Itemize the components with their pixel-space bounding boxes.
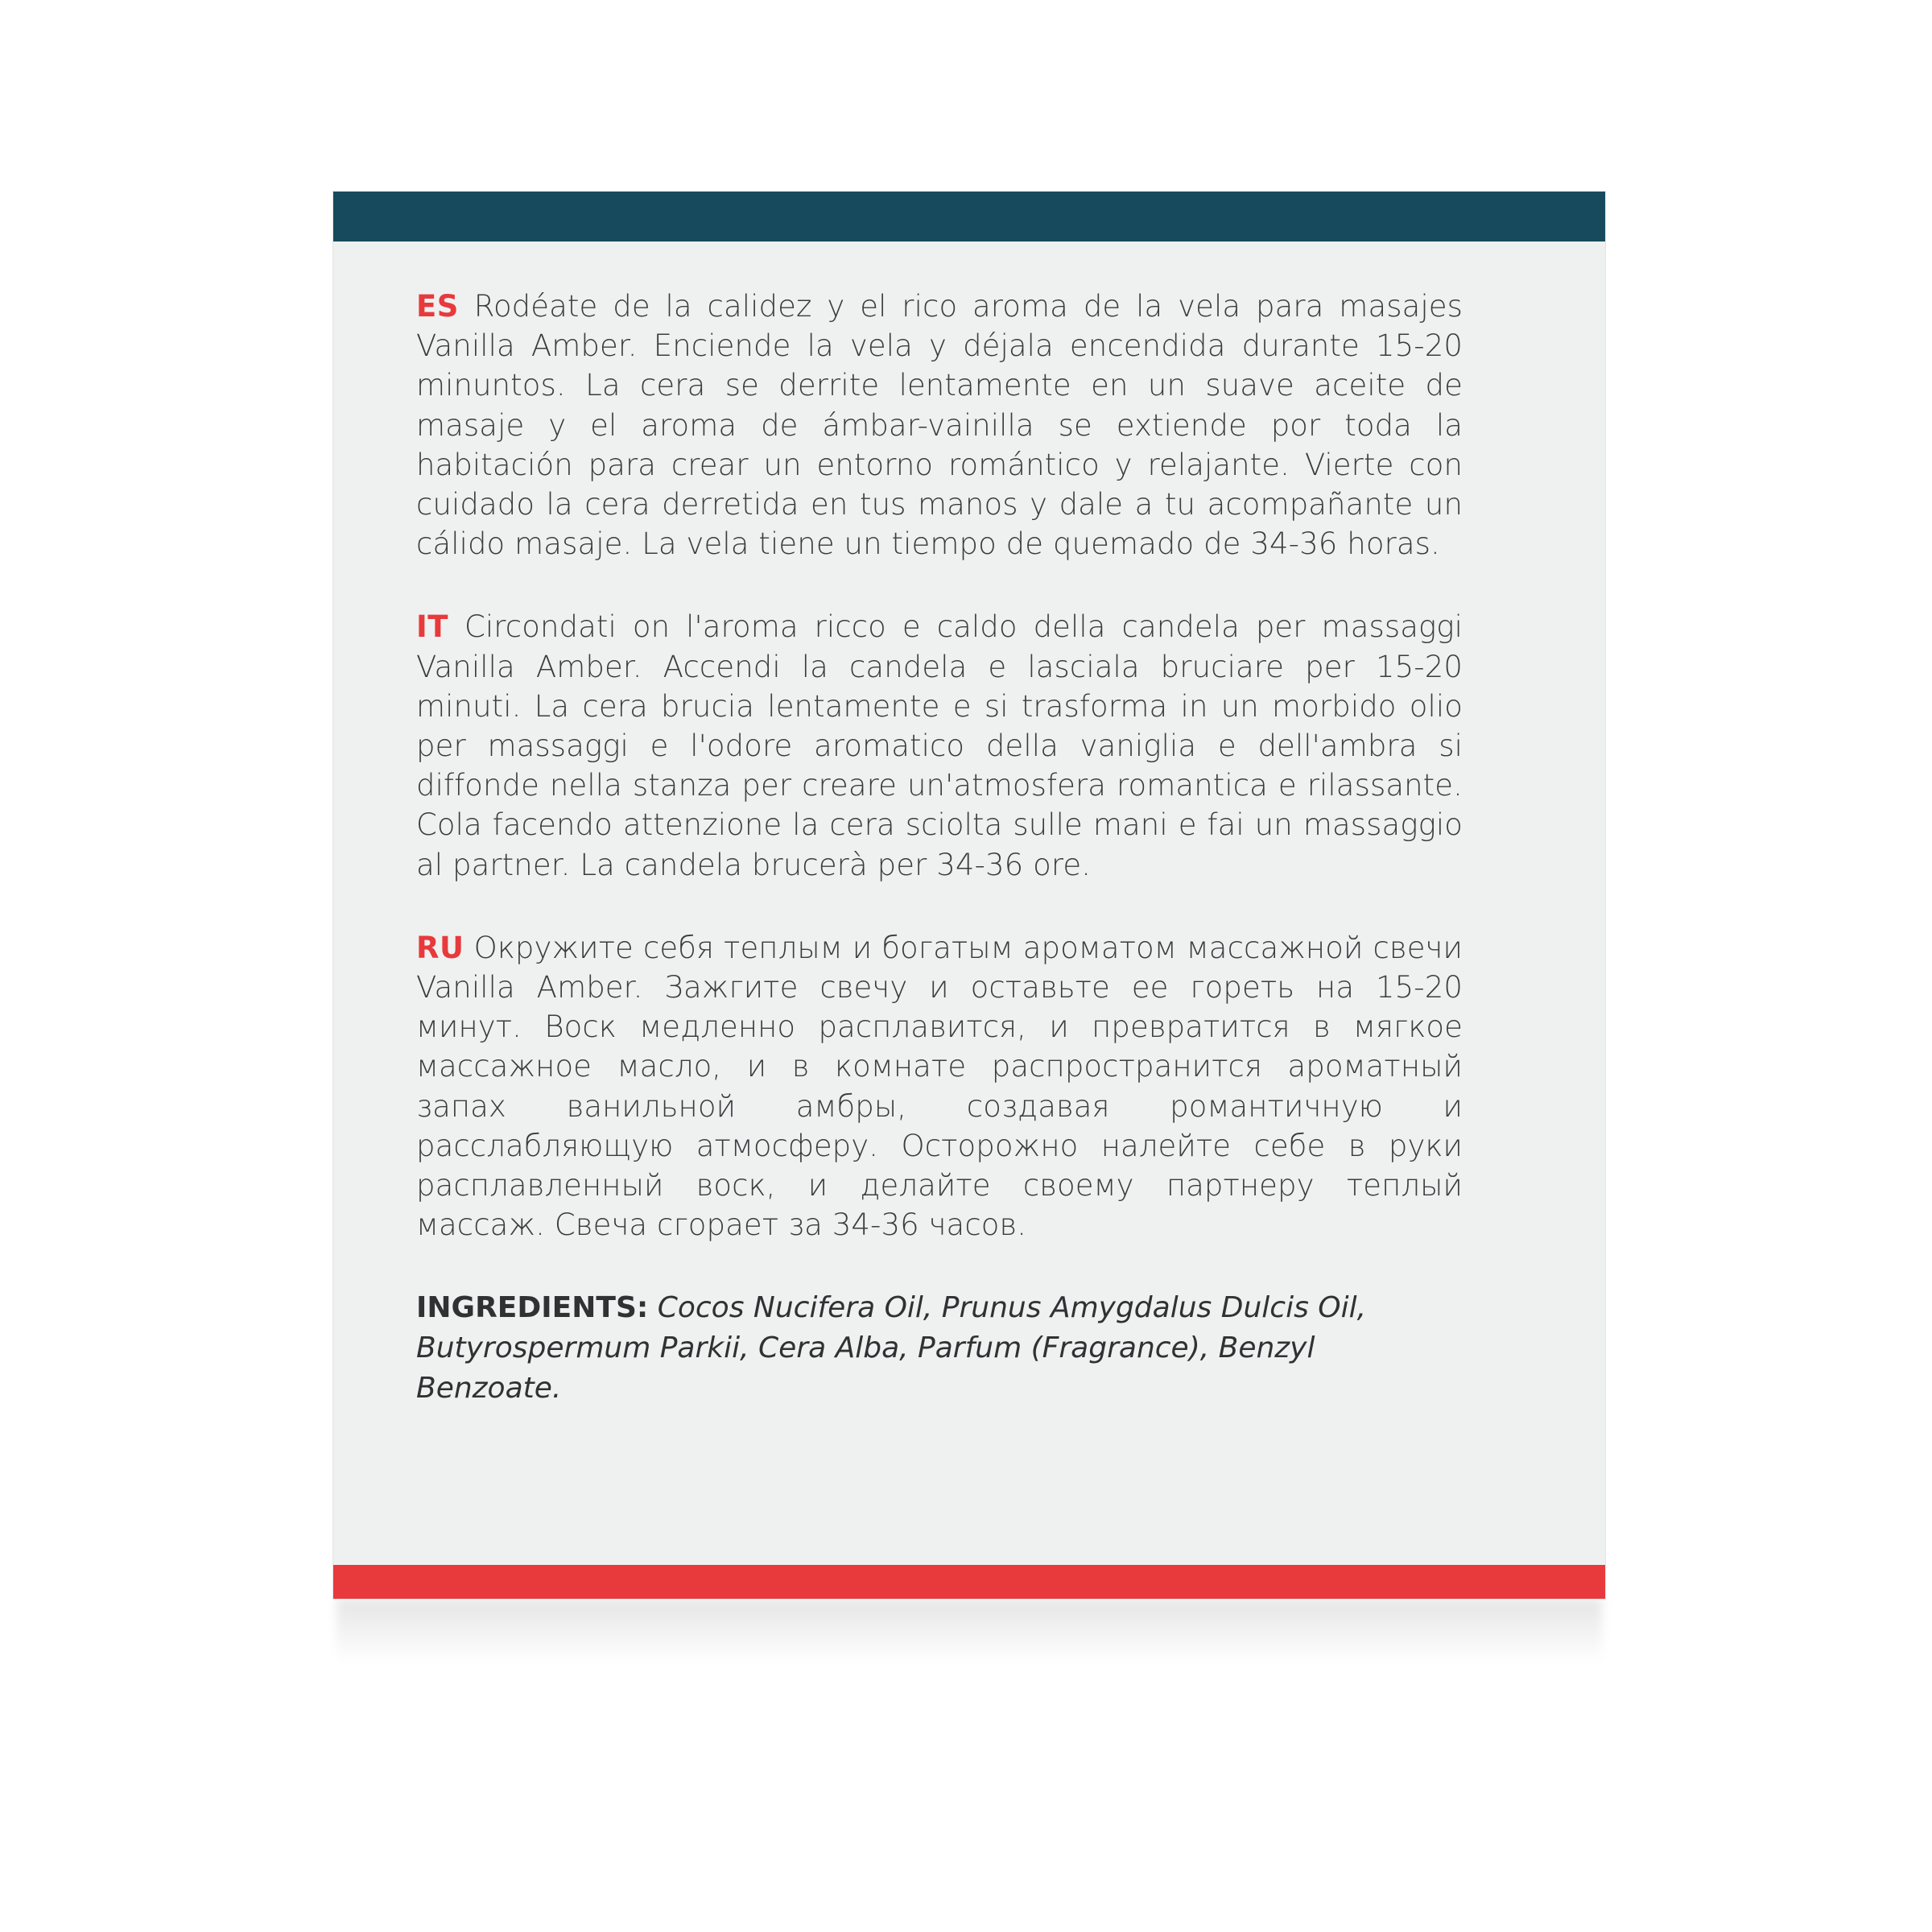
paragraph-es-text: Rodéate de la calidez y el rico aroma de la vela para masajes Vanilla Amber. Enciende la vela y déjala encendida durante 15-20 minuntos. La cera se derrite lentamente en un suave aceite de masaje y el aroma de ámbar-vainilla se extiende por toda la habitación para crear un entorno romántico y relajante. Vierte con cuidado la cera derretida en tus manos y dale a tu acompañante un cálido masaje. La vela tiene un tiempo de quemado de 34-36 horas. — [416, 289, 1463, 562]
product-label-card — [333, 192, 1605, 1599]
paragraph-es — [416, 287, 1463, 564]
paragraph-it-text: Circondati on l'aroma ricco e caldo della candela per massaggi Vanilla Amber. Accendi la candela e lasciala bruciare per 15-20 minuti. La cera brucia lentamente e si trasforma in un morbido olio per massaggi e l'odore aromatico della vaniglia e dell'ambra si diffonde nella stanza per creare un'atmosfera romantica e rilassante. Cola facendo attenzione la cera sciolta sulle mani e fai un massaggio al partner. La candela brucerà per 34-36 ore. — [416, 609, 1463, 882]
bottom-color-band — [333, 1565, 1605, 1599]
language-code-it: IT — [416, 609, 449, 645]
page-drop-shadow — [336, 1599, 1602, 1663]
paragraph-ru — [416, 928, 1463, 1245]
language-code-es: ES — [416, 289, 459, 324]
language-code-ru: RU — [416, 930, 464, 965]
paragraph-ru-text: Окружите себя теплым и богатым ароматом массажной свечи Vanilla Amber. Зажгите свечу и оставьте ее гореть на 15-20 минут. Воск медленно расплавится, и превратится в мягкое массажное масло, и в комнате распространится ароматный запах ванильной амбры, создавая романтичную и расслабляющую атмосферу. Осторожно налейте себе в руки расплавленный воск, и делайте своему партнеру теплый массаж. Свеча сгорает за 34-36 часов. — [416, 930, 1463, 1243]
paragraph-it — [416, 607, 1463, 884]
ingredients-block — [416, 1288, 1463, 1408]
ingredients-list: Cocos Nucifera Oil, Prunus Amygdalus Dulcis Oil, Butyrospermum Parkii, Cera Alba, Parfum (Fragrance), Benzyl Benzoate. — [416, 1291, 1367, 1405]
ingredients-label: INGREDIENTS: — [416, 1291, 649, 1325]
label-text-content — [416, 287, 1463, 1437]
top-color-band — [333, 192, 1605, 242]
